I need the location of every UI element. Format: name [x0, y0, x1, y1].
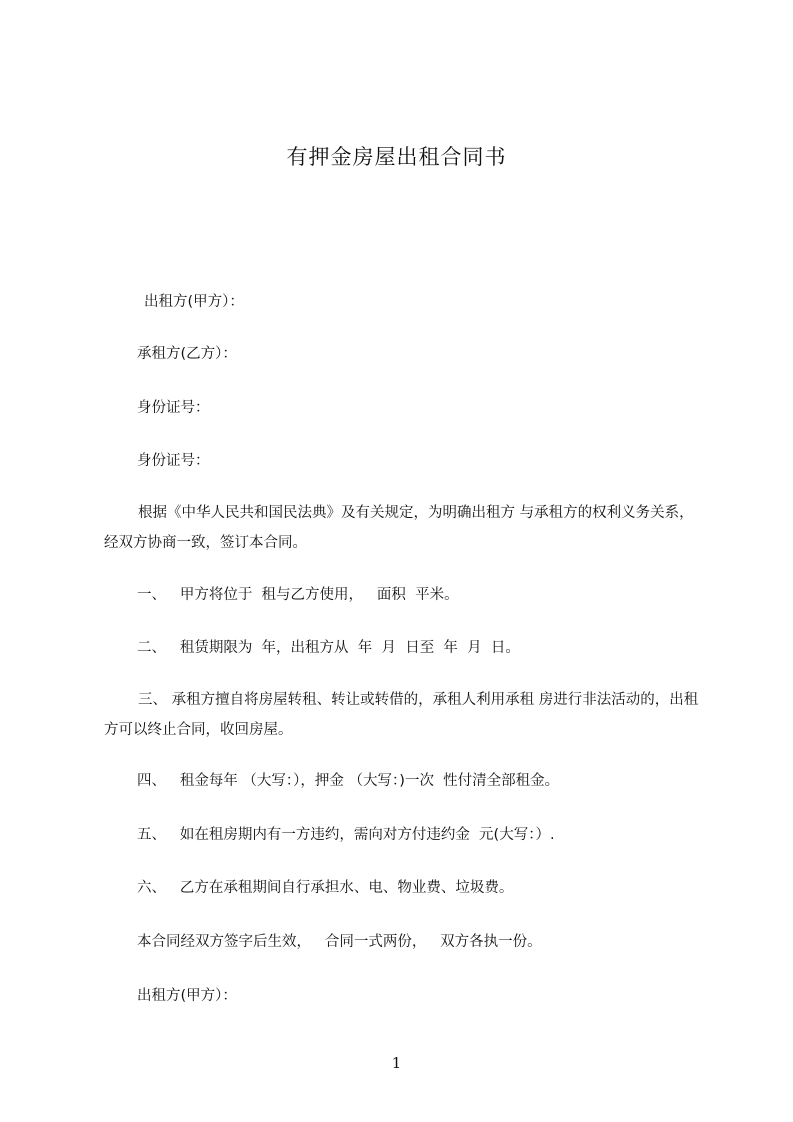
preamble-paragraph: 根据《中华人民共和国民法典》及有关规定，为明确出租方 与承租方的权利义务关系，经双方协商一致，签订本合同。: [104, 505, 694, 551]
id-number-label-1: 身份证号：: [137, 400, 210, 416]
document-title: 有押金房屋出租合同书: [286, 145, 507, 169]
lessee-label: 承租方(乙方）：: [137, 346, 237, 362]
clause-3: 三、 承租方擅自将房屋转租、转让或转借的，承租人利用承租 房进行非法活动的，出租方可以终止合同，收回房屋。: [104, 692, 699, 738]
clause-6: 六、 乙方在承租期间自行承担水、电、物业费、垃圾费。: [137, 880, 514, 896]
page-number: 1: [391, 1054, 402, 1072]
clause-4: 四、 租金每年 （大写：），押金 （大写：)一次 性付清全部租金。: [137, 773, 560, 789]
id-number-label-2: 身份证号：: [137, 453, 210, 469]
closing-statement: 本合同经双方签字后生效， 合同一式两份， 双方各执一份。: [137, 934, 542, 950]
clause-5: 五、 如在租房期内有一方违约，需向对方付违约金 元(大写：）.: [137, 827, 555, 843]
lessor-label: 出租方(甲方）：: [144, 294, 244, 310]
signature-lessor-label: 出租方(甲方）：: [137, 988, 237, 1004]
clause-1: 一、 甲方将位于 租与乙方使用， 面积 平米。: [137, 587, 459, 603]
clause-2: 二、 租赁期限为 年，出租方从 年 月 日至 年 月 日。: [137, 640, 520, 656]
